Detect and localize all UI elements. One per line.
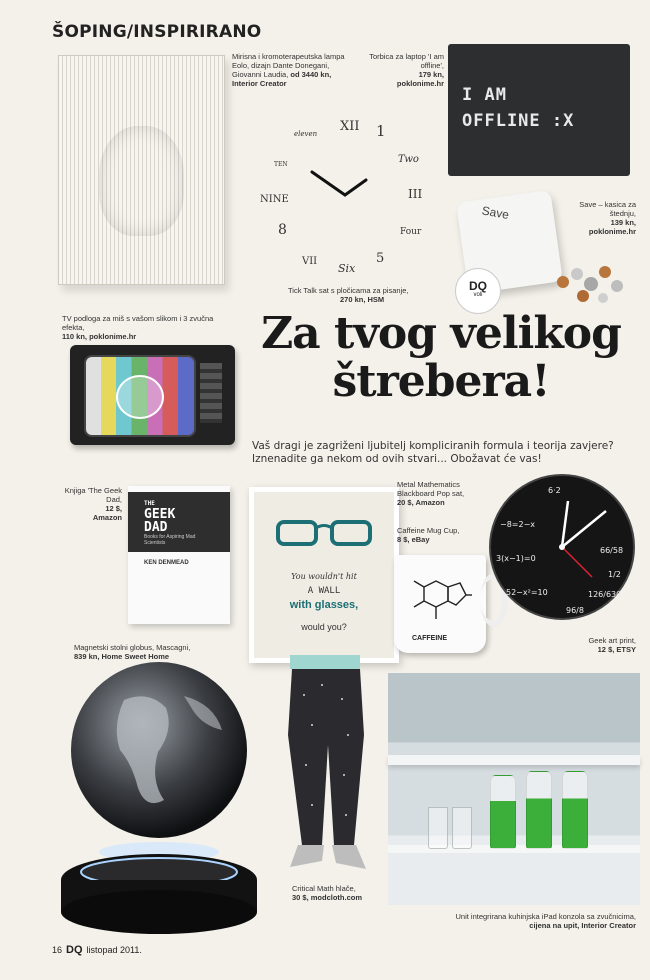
- laptop-sleeve-text: [462, 82, 574, 134]
- green-bottle: [562, 771, 588, 849]
- tv-caption-price: 110 kn, poklonime.hr: [62, 332, 137, 341]
- formula-8: 96/8: [566, 606, 584, 615]
- mug-label: CAFFEINE: [412, 635, 447, 642]
- globe-caption-price: 839 kn, Home Sweet Home: [74, 652, 170, 661]
- kitchen-caption-text: Unit integrirana kuhinjska iPad konzola sa zvučnicima,: [455, 912, 636, 921]
- headline-line-2: štrebera!: [332, 356, 550, 407]
- book-caption-price: 12 $,: [105, 504, 122, 513]
- pants-caption: [292, 884, 392, 902]
- poster-line-1: You wouldn't hit: [291, 572, 357, 581]
- caffeine-mug: [394, 555, 486, 653]
- levitating-globe-image: [54, 660, 264, 940]
- laptop-line-1: I AM: [462, 85, 507, 105]
- clock-caption: [288, 286, 458, 304]
- badge-logo: DQ: [469, 279, 487, 293]
- tv-knobs: [200, 363, 222, 423]
- book-caption: [58, 486, 122, 522]
- clock-num-6: Six: [338, 262, 356, 275]
- lamp-face: [99, 126, 184, 236]
- glasses-icon: [272, 518, 376, 548]
- glass: [452, 807, 472, 849]
- lamp-caption-text: Mirisna i kromoterapeutska lampa Eolo, dizajn Dante Donegani, Giovanni Laudia,: [232, 52, 345, 79]
- laptop-caption-shop: poklonime.hr: [396, 79, 444, 88]
- footer-logo: DQ: [66, 944, 83, 956]
- badge-sub: voli: [473, 292, 483, 298]
- section-title: ŠOPING/INSPIRIRANO: [52, 22, 262, 42]
- laptop-caption: [352, 52, 444, 88]
- lamp-image: [58, 55, 225, 285]
- laptop-sleeve-image: [448, 44, 630, 176]
- clock-num-10: TEN: [274, 161, 288, 168]
- sat-caption: [397, 480, 489, 507]
- clock-num-5: 5: [376, 251, 385, 266]
- glasses-poster: [249, 487, 399, 663]
- green-bottle: [490, 775, 516, 849]
- clock-icon: [260, 110, 430, 280]
- sat-caption-price: 20 $, Amazon: [397, 498, 445, 507]
- formula-7: 1/2: [608, 570, 621, 579]
- laptop-caption-text: Torbica za laptop 'I am offline',: [369, 52, 444, 70]
- coins-icon: [553, 262, 633, 307]
- poster-line-4: would you?: [301, 622, 347, 632]
- book-caption-shop: Amazon: [92, 513, 122, 522]
- kitchen-ipad-console-image: [388, 673, 640, 905]
- kitchen-caption-price: cijena na upit, Interior Creator: [529, 921, 636, 930]
- formula-6: 126/630: [588, 590, 622, 599]
- clock-num-9: NINE: [260, 194, 289, 205]
- formula-5: 52−x²=10: [506, 588, 548, 597]
- kitchen-shelf: [388, 755, 640, 765]
- tv-mousepad-image: [70, 345, 235, 445]
- save-caption-price: 139 kn,: [610, 218, 636, 227]
- page-number: 16: [52, 945, 63, 955]
- save-caption-shop: poklonime.hr: [588, 227, 636, 236]
- headline-line-1: Za tvog velikog: [261, 308, 621, 359]
- math-clock-image: [488, 473, 636, 621]
- laptop-caption-price: 179 kn,: [418, 70, 444, 79]
- tv-screen: [84, 355, 196, 437]
- math-pants-image: [282, 655, 372, 880]
- clock-num-12: XII: [340, 119, 360, 134]
- formula-4: 66/58: [600, 546, 624, 555]
- sat-caption-text: Metal Mathematics Blackboard Pop sat,: [397, 480, 465, 498]
- glass: [428, 807, 448, 849]
- book-title-dad: DAD: [144, 520, 168, 535]
- clock-num-2: Two: [398, 154, 419, 165]
- geek-print-caption: [540, 636, 636, 654]
- book-cover-title: [144, 500, 175, 534]
- green-bottle: [526, 771, 552, 849]
- molecule-icon: [404, 573, 474, 629]
- book-cover-subtitle: Books for Aspiring Mad Scientists: [144, 534, 196, 546]
- tick-talk-clock: [260, 110, 430, 280]
- clock-num-11: eleven: [294, 130, 318, 138]
- book-title-the: THE: [144, 500, 155, 507]
- book-title-geek: GEEK: [144, 507, 176, 522]
- book-cover: [128, 492, 230, 552]
- formula-3: 3(x−1)=0: [496, 554, 536, 563]
- clock-caption-text: Tick Talk sat s pločicama za pisanje,: [288, 286, 409, 295]
- clock-num-1: 1: [376, 122, 386, 140]
- geek-print-caption-text: Geek art print,: [588, 636, 636, 645]
- lamp-caption: [232, 52, 352, 88]
- clock-num-3: III: [408, 187, 423, 201]
- clock-num-7: VII: [302, 256, 318, 267]
- poster-line-2: A WALL: [307, 586, 341, 596]
- headline: [236, 310, 646, 406]
- book-author: KEN DENMEAD: [144, 560, 189, 566]
- clock-caption-price: 270 kn, HSM: [340, 295, 385, 304]
- footer-issue: listopad 2011.: [86, 945, 142, 955]
- kitchen-caption: [404, 912, 636, 930]
- laptop-line-2: OFFLINE :X: [462, 111, 575, 131]
- book-caption-text: Knjiga 'The Geek Dad,: [64, 486, 122, 504]
- pants-caption-text: Critical Math hlače,: [292, 884, 356, 893]
- pants-caption-price: 30 $, modcloth.com: [292, 893, 363, 902]
- lamp-caption-price: od 3440 kn, Interior Creator: [232, 70, 332, 88]
- clock-num-4: Four: [400, 227, 422, 237]
- globe-caption: [74, 643, 244, 661]
- globe-caption-text: Magnetski stolni globus, Mascagni,: [74, 643, 191, 652]
- save-key-label: Save: [480, 203, 511, 222]
- formula-1: 6·2: [548, 486, 561, 495]
- intro-text: Vaš dragi je zagriženi ljubitelj kompliciranih formula i teorija zavjere? Iznenadite ga nekom od ovih stvari... Obožavat će vas!: [252, 440, 614, 465]
- tv-caption-text: TV podloga za miš s vašom slikom i 3 zvučna efekta,: [62, 314, 214, 332]
- formula-2: −8=2−x: [500, 520, 536, 529]
- mug-caption-price: 8 $, eBay: [397, 535, 430, 544]
- clock-num-8: 8: [278, 222, 287, 238]
- geek-print-caption-price: 12 $, ETSY: [597, 645, 636, 654]
- mug-caption-text: Caffeine Mug Cup,: [397, 526, 460, 535]
- poster-line-3: with glasses,: [289, 599, 359, 611]
- geek-dad-book: [128, 486, 230, 624]
- tv-caption: [62, 314, 227, 341]
- save-caption: [560, 200, 636, 236]
- mug-caption: [397, 526, 489, 544]
- page-footer: [52, 944, 142, 956]
- save-caption-text: Save – kasica za štednju,: [579, 200, 636, 218]
